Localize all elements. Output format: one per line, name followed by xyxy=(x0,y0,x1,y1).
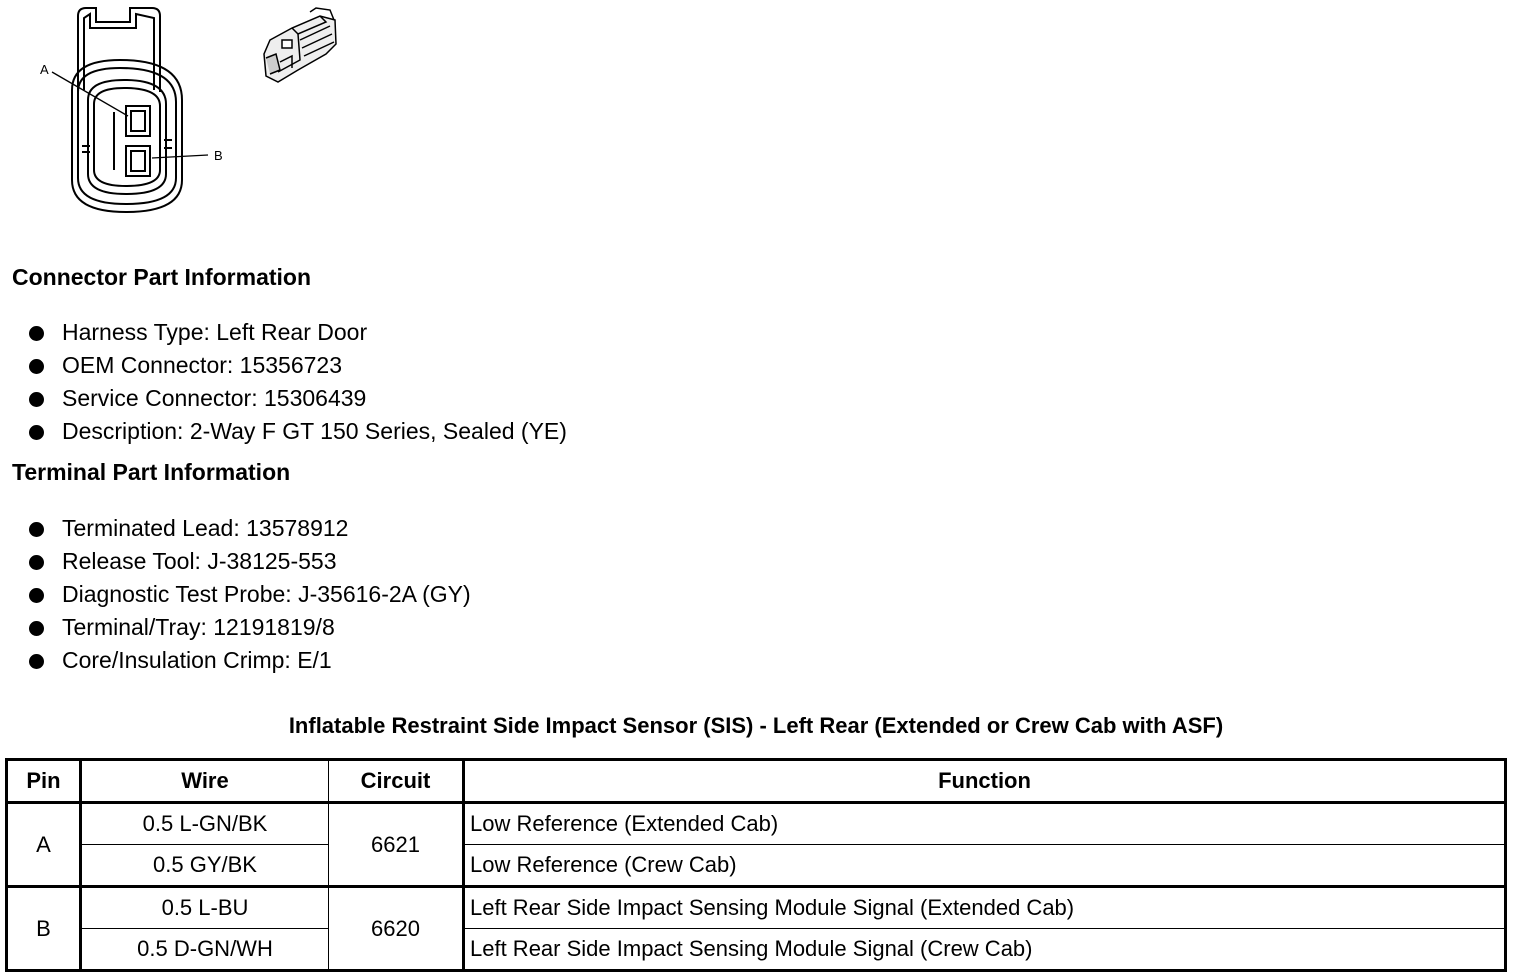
circuit-cell: 6620 xyxy=(329,887,464,971)
pinout-table xyxy=(5,758,1507,972)
wire-cell: 0.5 D-GN/WH xyxy=(81,929,329,971)
list-item: Terminated Lead: 13578912 xyxy=(28,512,471,545)
list-item: Release Tool: J-38125-553 xyxy=(28,545,471,578)
table-row xyxy=(7,929,1506,971)
function-cell: Left Rear Side Impact Sensing Module Signal (Crew Cab) xyxy=(464,929,1506,971)
header-pin: Pin xyxy=(7,760,81,803)
connector-3d-icon xyxy=(264,8,336,82)
function-cell: Left Rear Side Impact Sensing Module Signal (Extended Cab) xyxy=(464,887,1506,929)
list-item: Core/Insulation Crimp: E/1 xyxy=(28,644,471,677)
table-row xyxy=(7,887,1506,929)
bullet-icon xyxy=(29,555,44,570)
bullet-icon xyxy=(29,522,44,537)
wire-cell: 0.5 GY/BK xyxy=(81,845,329,887)
bullet-icon xyxy=(29,621,44,636)
list-item: Diagnostic Test Probe: J-35616-2A (GY) xyxy=(28,578,471,611)
wire-cell: 0.5 L-GN/BK xyxy=(81,803,329,845)
wire-cell: 0.5 L-BU xyxy=(81,887,329,929)
table-header-row xyxy=(7,760,1506,803)
list-item: Harness Type: Left Rear Door xyxy=(28,316,567,349)
bullet-icon xyxy=(29,425,44,440)
header-circuit: Circuit xyxy=(329,760,464,803)
header-function: Function xyxy=(464,760,1506,803)
terminal-info-heading: Terminal Part Information xyxy=(12,459,291,485)
function-cell: Low Reference (Crew Cab) xyxy=(464,845,1506,887)
label-b: B xyxy=(214,148,223,163)
list-item: Service Connector: 15306439 xyxy=(28,382,567,415)
bullet-icon xyxy=(29,392,44,407)
circuit-cell: 6621 xyxy=(329,803,464,887)
connector-info-heading: Connector Part Information xyxy=(12,264,312,290)
pin-cell: A xyxy=(7,803,81,887)
header-wire: Wire xyxy=(81,760,329,803)
list-item: Terminal/Tray: 12191819/8 xyxy=(28,611,471,644)
table-row xyxy=(7,803,1506,845)
label-a: A xyxy=(40,62,49,77)
bullet-icon xyxy=(29,588,44,603)
function-cell: Low Reference (Extended Cab) xyxy=(464,803,1506,845)
list-item: OEM Connector: 15356723 xyxy=(28,349,567,382)
list-item: Description: 2-Way F GT 150 Series, Sealed (YE) xyxy=(28,415,567,448)
connector-info-list xyxy=(28,316,567,448)
pin-cell: B xyxy=(7,887,81,971)
table-row xyxy=(7,845,1506,887)
table-title: Inflatable Restraint Side Impact Sensor (SIS) - Left Rear (Extended or Crew Cab with ASF) xyxy=(288,713,1224,738)
terminal-info-list xyxy=(28,512,471,677)
bullet-icon xyxy=(29,326,44,341)
connector-diagram xyxy=(30,0,360,220)
bullet-icon xyxy=(29,359,44,374)
bullet-icon xyxy=(29,654,44,669)
